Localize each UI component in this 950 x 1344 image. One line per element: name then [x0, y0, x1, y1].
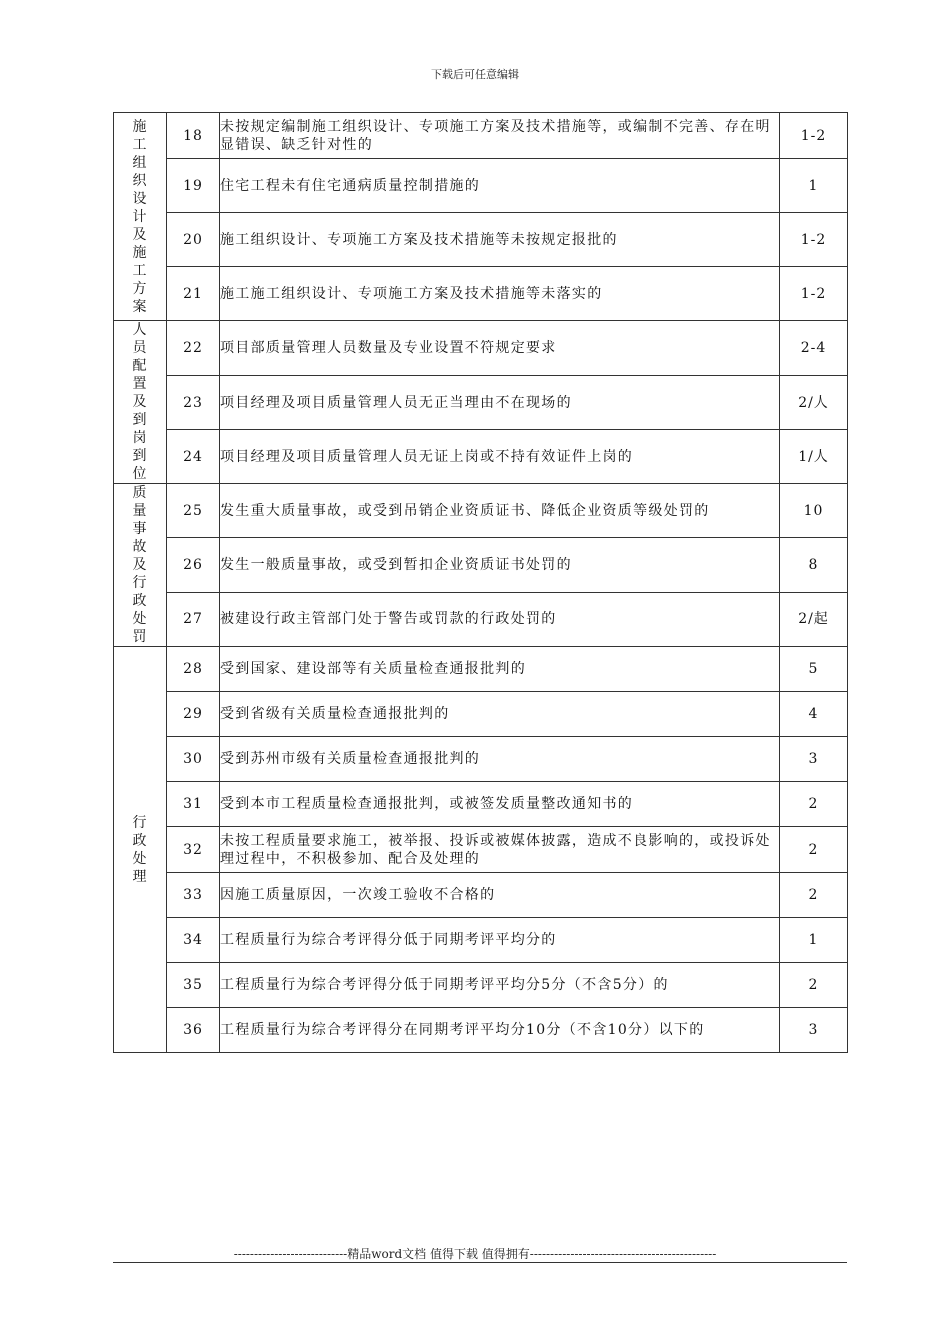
- item-number: 20: [167, 213, 220, 267]
- table-row: [114, 430, 848, 484]
- table-row: [114, 782, 848, 827]
- item-description-cell: [220, 647, 780, 692]
- item-score: 2/人: [780, 376, 848, 430]
- item-description-cell: [220, 782, 780, 827]
- table-row: [114, 538, 848, 592]
- item-score: 2: [780, 873, 848, 918]
- table-row: [114, 918, 848, 963]
- item-score: 1: [780, 918, 848, 963]
- item-number: 34: [167, 918, 220, 963]
- table-row: [114, 647, 848, 692]
- item-description-cell: [220, 1008, 780, 1053]
- page-footer: ----------------------------精品word文档 值得下载 值得拥有----------------------------------------------: [233, 1247, 717, 1261]
- table-row: [114, 873, 848, 918]
- item-score: 1-2: [780, 267, 848, 321]
- item-number: 29: [167, 692, 220, 737]
- item-description: 被建设行政主管部门处于警告或罚款的行政处罚的: [220, 611, 557, 628]
- item-description-cell: [220, 159, 780, 213]
- item-score: 1/人: [780, 430, 848, 484]
- table-row: [114, 321, 848, 376]
- item-description-cell: [220, 737, 780, 782]
- item-number: 27: [167, 592, 220, 646]
- page-header: 下载后可任意编辑: [431, 68, 519, 81]
- item-number: 21: [167, 267, 220, 321]
- item-description: 工程质量行为综合考评得分低于同期考评平均分5分（不含5分）的: [220, 977, 669, 993]
- item-description: 受到本市工程质量检查通报批判，或被签发质量整改通知书的: [220, 796, 634, 812]
- item-description: 工程质量行为综合考评得分在同期考评平均分10分（不含10分）以下的: [220, 1022, 705, 1038]
- item-number: 24: [167, 430, 220, 484]
- item-description: 住宅工程未有住宅通病质量控制措施的: [220, 177, 481, 194]
- category-label: 人员配置及到岗到位: [132, 322, 148, 482]
- table-row: [114, 113, 848, 159]
- table-row: [114, 484, 848, 538]
- item-score: 4: [780, 692, 848, 737]
- item-score: 10: [780, 484, 848, 538]
- item-description-cell: [220, 213, 780, 267]
- item-number: 28: [167, 647, 220, 692]
- category-label: 质量事故及行政处罚: [132, 485, 148, 645]
- item-number: 35: [167, 963, 220, 1008]
- item-description-cell: [220, 267, 780, 321]
- table-row: [114, 267, 848, 321]
- item-description: 项目经理及项目质量管理人员无证上岗或不持有效证件上岗的: [220, 448, 634, 465]
- category-cell: [114, 321, 167, 484]
- item-description: 项目部质量管理人员数量及专业设置不符规定要求: [220, 340, 557, 357]
- penalty-table: [113, 112, 848, 1053]
- item-description-cell: [220, 918, 780, 963]
- item-description: 未按规定编制施工组织设计、专项施工方案及技术措施等，或编制不完善、存在明显错误、缺乏针对性的: [220, 118, 771, 153]
- item-description-cell: [220, 430, 780, 484]
- table-row: [114, 376, 848, 430]
- item-description-cell: [220, 963, 780, 1008]
- item-description-cell: [220, 538, 780, 592]
- table-row: [114, 692, 848, 737]
- item-score: 3: [780, 1008, 848, 1053]
- item-description: 受到国家、建设部等有关质量检查通报批判的: [220, 661, 526, 677]
- penalty-table-body: [114, 113, 848, 1053]
- item-number: 32: [167, 827, 220, 873]
- item-description-cell: [220, 827, 780, 873]
- item-number: 36: [167, 1008, 220, 1053]
- item-description: 项目经理及项目质量管理人员无正当理由不在现场的: [220, 394, 572, 411]
- item-description: 施工施工组织设计、专项施工方案及技术措施等未落实的: [220, 285, 603, 302]
- item-number: 31: [167, 782, 220, 827]
- item-score: 5: [780, 647, 848, 692]
- item-description: 因施工质量原因，一次竣工验收不合格的: [220, 887, 496, 903]
- item-score: 1: [780, 159, 848, 213]
- category-label: 行政处理: [132, 814, 148, 885]
- item-description: 受到省级有关质量检查通报批判的: [220, 706, 450, 722]
- item-description-cell: [220, 873, 780, 918]
- table-row: [114, 737, 848, 782]
- item-description-cell: [220, 692, 780, 737]
- table-row: [114, 1008, 848, 1053]
- table-row: [114, 827, 848, 873]
- item-number: 22: [167, 321, 220, 376]
- item-score: 1-2: [780, 113, 848, 159]
- item-description: 发生一般质量事故，或受到暂扣企业资质证书处罚的: [220, 556, 572, 573]
- item-number: 30: [167, 737, 220, 782]
- item-number: 33: [167, 873, 220, 918]
- item-description-cell: [220, 592, 780, 646]
- item-description-cell: [220, 113, 780, 159]
- table-row: [114, 963, 848, 1008]
- footer-rule: [113, 1262, 847, 1263]
- item-score: 2/起: [780, 592, 848, 646]
- item-score: 3: [780, 737, 848, 782]
- item-description: 未按工程质量要求施工，被举报、投诉或被媒体披露，造成不良影响的，或投诉处理过程中，不积极参加、配合及处理的: [220, 832, 771, 867]
- item-description: 工程质量行为综合考评得分低于同期考评平均分的: [220, 932, 557, 948]
- item-score: 2: [780, 827, 848, 873]
- category-cell: [114, 113, 167, 321]
- item-description-cell: [220, 484, 780, 538]
- item-number: 25: [167, 484, 220, 538]
- item-description-cell: [220, 376, 780, 430]
- table-row: [114, 213, 848, 267]
- item-score: 2: [780, 963, 848, 1008]
- item-number: 18: [167, 113, 220, 159]
- item-score: 8: [780, 538, 848, 592]
- item-score: 2: [780, 782, 848, 827]
- table-row: [114, 159, 848, 213]
- item-description: 施工组织设计、专项施工方案及技术措施等未按规定报批的: [220, 231, 618, 248]
- item-number: 26: [167, 538, 220, 592]
- table-row: [114, 592, 848, 646]
- item-description: 发生重大质量事故，或受到吊销企业资质证书、降低企业资质等级处罚的: [220, 502, 710, 519]
- item-number: 19: [167, 159, 220, 213]
- item-description: 受到苏州市级有关质量检查通报批判的: [220, 751, 481, 767]
- category-label: 施工组织设计及施工方案: [132, 118, 148, 315]
- item-description-cell: [220, 321, 780, 376]
- category-cell: [114, 647, 167, 1053]
- category-cell: [114, 484, 167, 647]
- item-score: 1-2: [780, 213, 848, 267]
- item-number: 23: [167, 376, 220, 430]
- item-score: 2-4: [780, 321, 848, 376]
